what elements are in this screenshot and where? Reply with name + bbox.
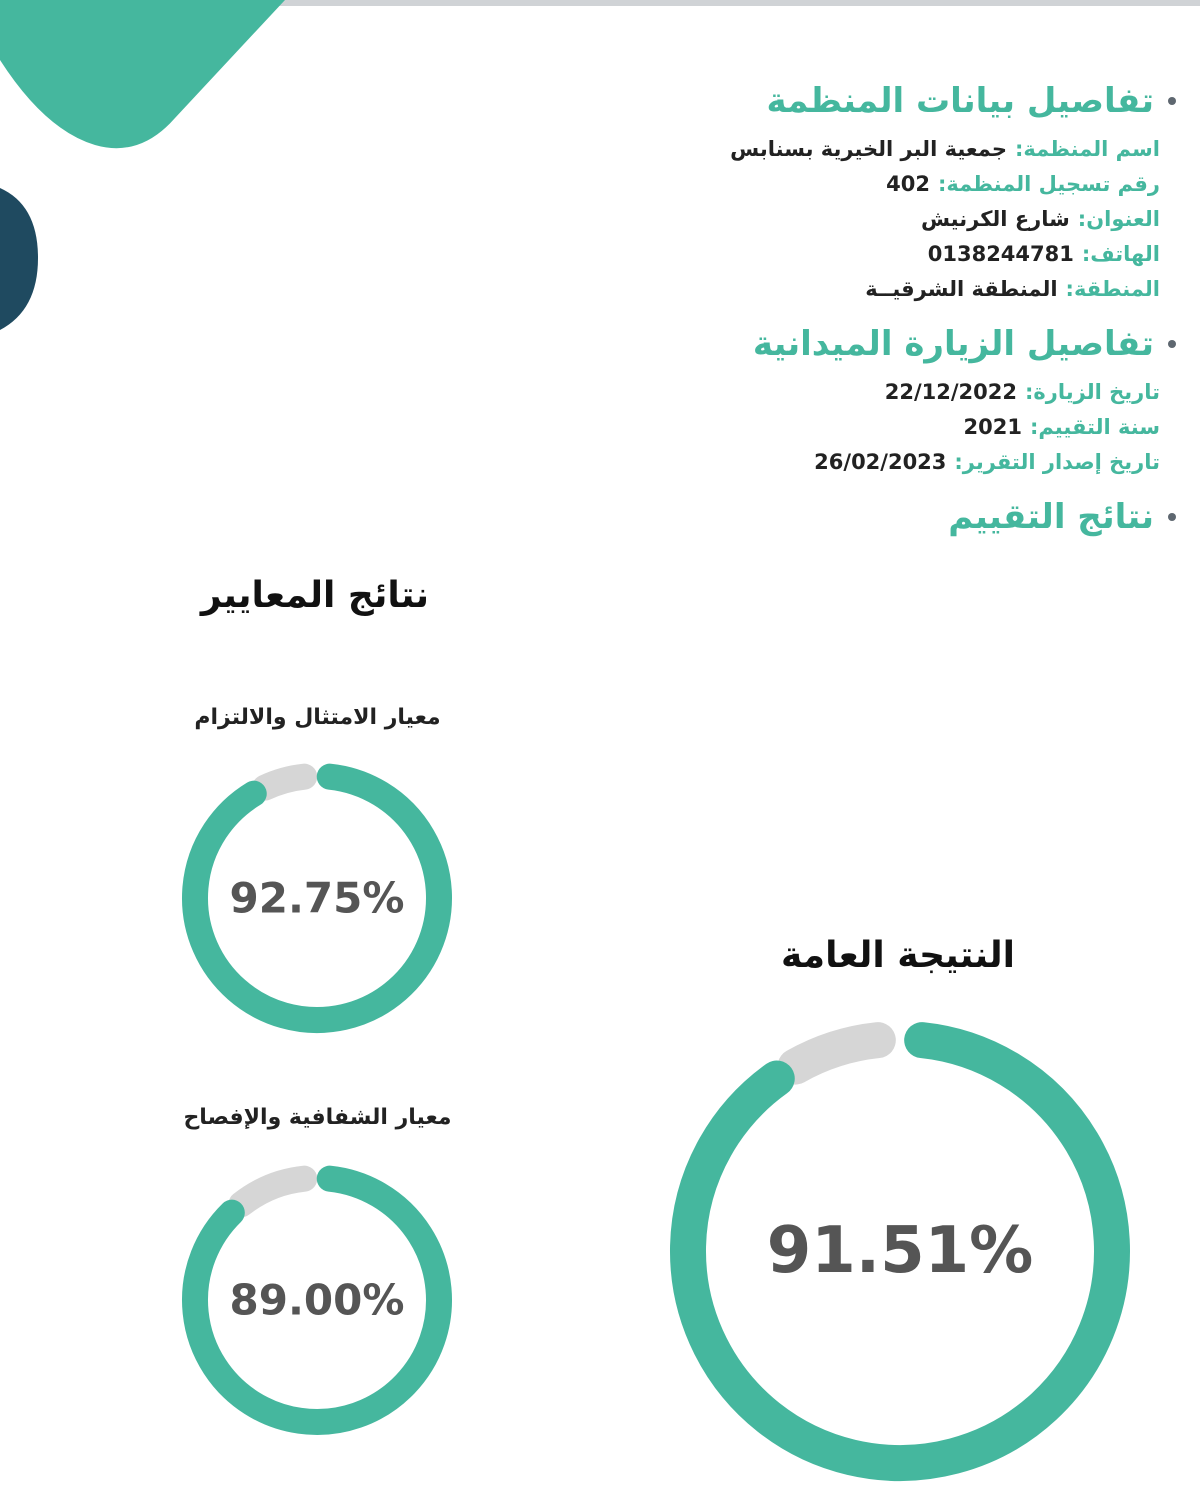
results-section-title: نتائج التقييم <box>948 497 1154 537</box>
org-registration-value: 402 <box>886 172 930 196</box>
decorative-navy-shape <box>0 188 38 330</box>
visit-section-title: تفاصيل الزيارة الميدانية <box>752 324 1154 364</box>
transparency-gauge-track <box>241 1179 304 1205</box>
compliance-criterion-label: معيار الامتثال والالتزام <box>194 705 441 730</box>
report-date-row <box>470 445 1170 480</box>
evaluation-year-value: 2021 <box>963 415 1022 439</box>
transparency-criterion-label: معيار الشفافية والإفصاح <box>183 1105 452 1130</box>
compliance-gauge <box>182 763 452 1033</box>
org-region-label: المنطقة: <box>1065 277 1160 301</box>
bullet-icon <box>1168 513 1176 521</box>
org-region-row <box>470 272 1170 307</box>
report-info <box>470 70 1170 548</box>
compliance-gauge-track <box>265 777 304 788</box>
bullet-icon <box>1168 340 1176 348</box>
compliance-gauge-value: 92.75% <box>229 873 405 923</box>
org-address-row <box>470 202 1170 237</box>
org-name-label: اسم المنظمة: <box>1014 137 1160 161</box>
org-phone-value: 0138244781 <box>927 242 1074 266</box>
evaluation-year-row <box>470 410 1170 445</box>
decorative-shapes <box>0 0 300 340</box>
overall-gauge-track <box>795 1040 877 1066</box>
org-registration-label: رقم تسجيل المنظمة: <box>937 172 1160 196</box>
report-date-value: 26/02/2023 <box>814 450 947 474</box>
org-address-label: العنوان: <box>1077 207 1160 231</box>
transparency-gauge-value: 89.00% <box>229 1275 405 1325</box>
overall-gauge-value: 91.51% <box>766 1214 1034 1288</box>
bullet-icon <box>1168 97 1176 105</box>
org-section-title: تفاصيل بيانات المنظمة <box>766 81 1154 121</box>
results-section-header <box>470 486 1170 548</box>
evaluation-year-label: سنة التقييم: <box>1029 415 1160 439</box>
visit-date-label: تاريخ الزيارة: <box>1025 380 1160 404</box>
overall-result-gauge <box>670 1021 1130 1481</box>
visit-date-row <box>470 375 1170 410</box>
visit-date-value: 22/12/2022 <box>884 380 1017 404</box>
overall-result-heading: النتيجة العامة <box>780 935 1016 976</box>
org-phone-row <box>470 237 1170 272</box>
org-address-value: شارع الكرنيش <box>921 207 1070 231</box>
org-section-header <box>470 70 1170 132</box>
org-phone-label: الهاتف: <box>1081 242 1160 266</box>
transparency-gauge <box>182 1165 452 1435</box>
criteria-heading: نتائج المعايير <box>200 575 430 616</box>
org-name-value: جمعية البر الخيرية بسنابس <box>730 137 1007 161</box>
report-date-label: تاريخ إصدار التقرير: <box>954 450 1160 474</box>
org-region-value: المنطقة الشرقيــة <box>865 277 1058 301</box>
decorative-green-shape <box>0 0 285 148</box>
org-registration-row <box>470 167 1170 202</box>
org-name-row <box>470 132 1170 167</box>
visit-section-header <box>470 313 1170 375</box>
